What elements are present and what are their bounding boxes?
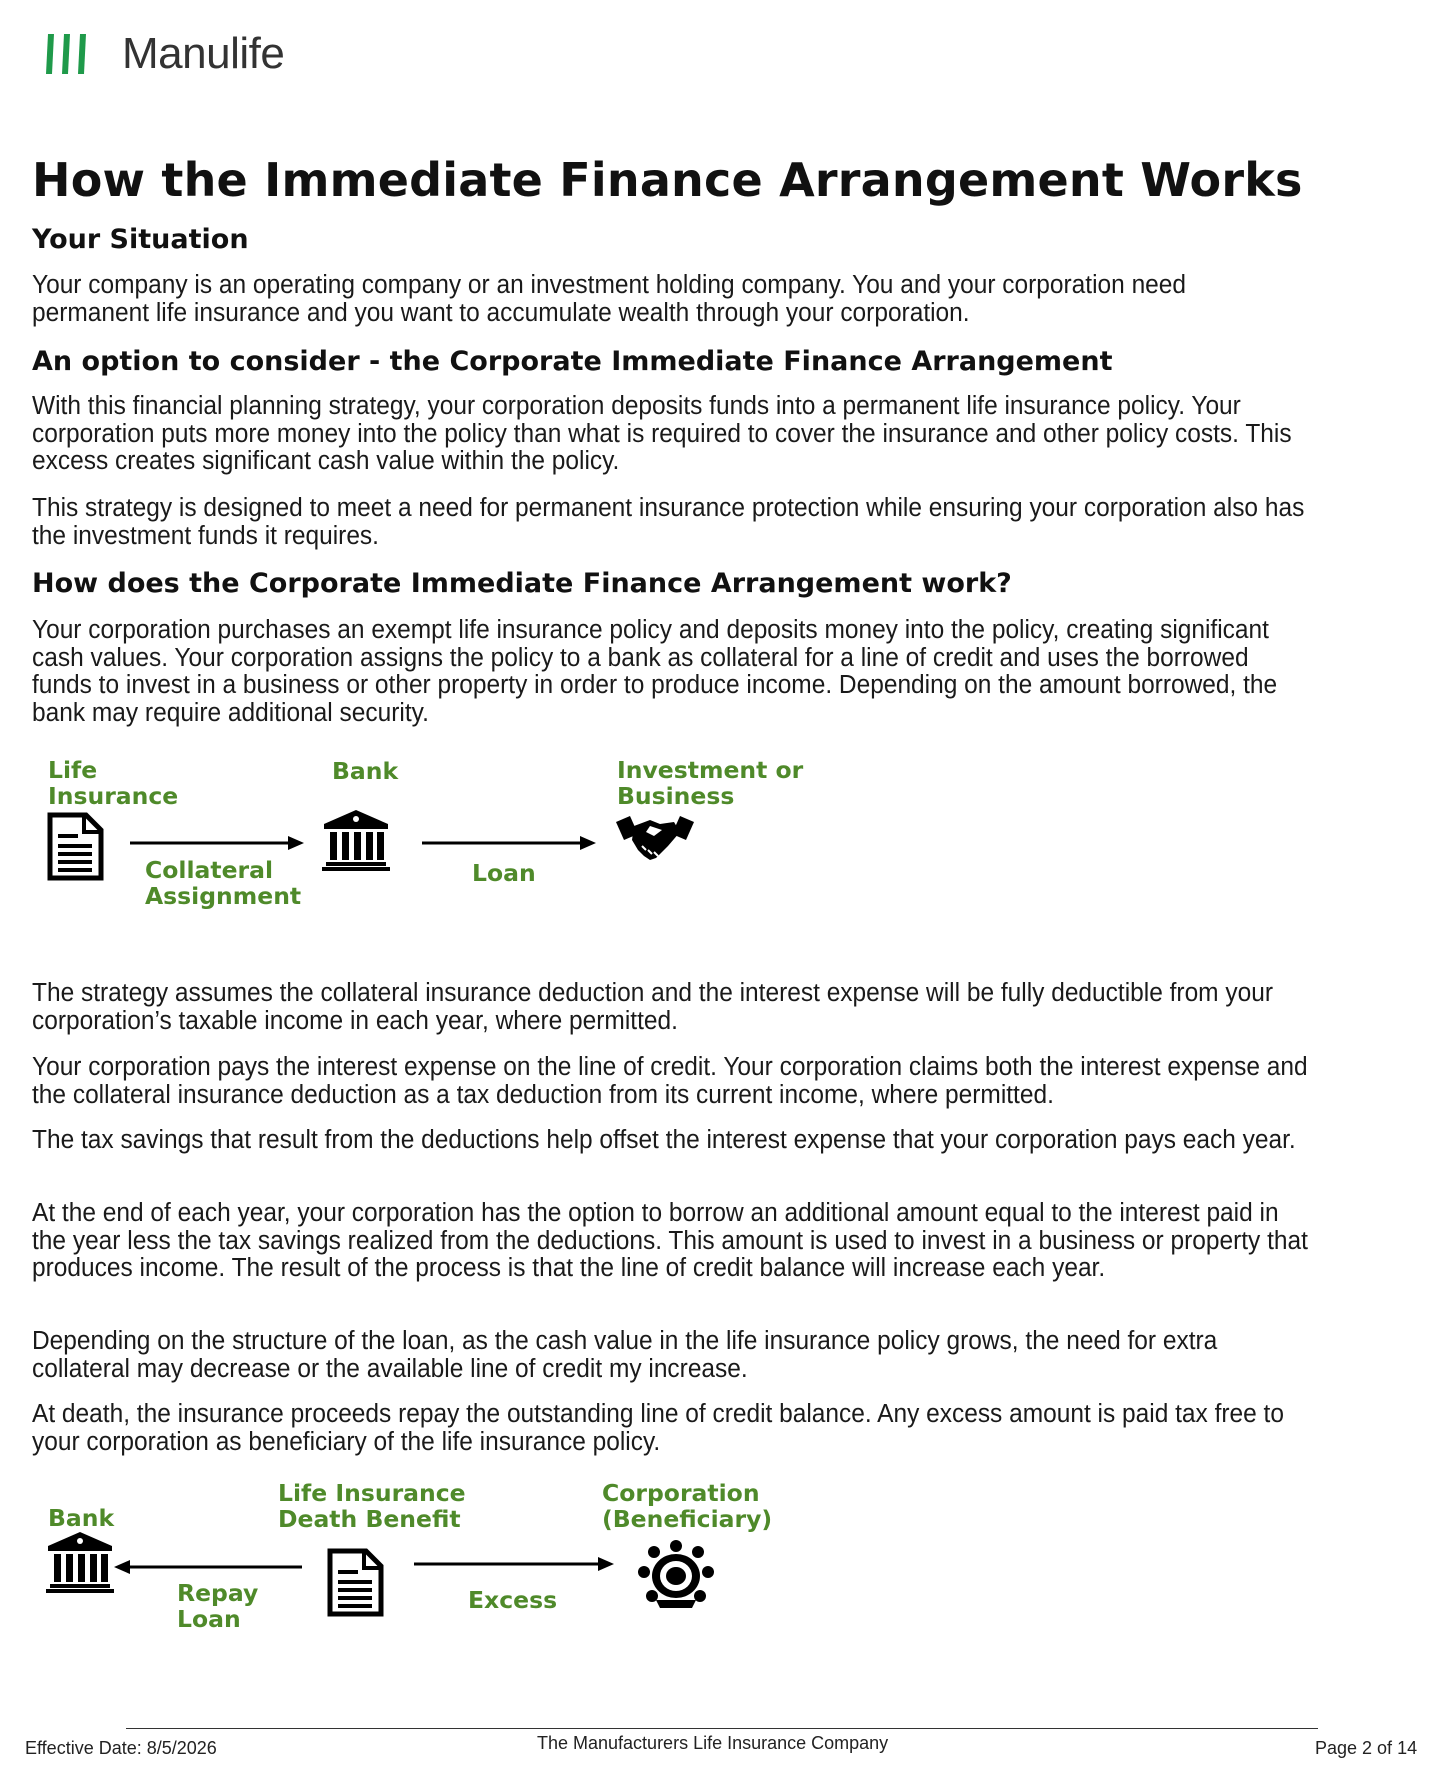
- body-paragraph: Depending on the structure of the loan, as the cash value in the life insurance policy grows, the need for extra collateral may decrease or the available line of credit my increase.: [32, 1327, 1218, 1383]
- brand-name: Manulife: [122, 29, 285, 78]
- situation-text: Your company is an operating company or an investment holding company. You and your corporation need permanent life insurance and you want to accumulate wealth through your corporation.: [32, 271, 1187, 327]
- how-text: Your corporation purchases an exempt life insurance policy and deposits money into the policy, creating significant cash values. Your corporation assigns the policy to a bank as collateral for a line of credit and uses the borrowed funds to invest in a business or other property in order to produce income. Depending on the amount borrowed, the bank may require additional security.: [32, 616, 1278, 727]
- manulife-logo: [44, 28, 284, 80]
- label-corporation: Corporation (Beneficiary): [602, 1479, 773, 1533]
- option-heading: An option to consider - the Corporate Immediate Finance Arrangement: [32, 346, 1113, 377]
- body-paragraph: At death, the insurance proceeds repay the outstanding line of credit balance. Any excess amount is paid tax free to your corporation as beneficiary of the life insurance policy.: [32, 1400, 1284, 1456]
- label-death-benefit: Life Insurance Death Benefit: [278, 1479, 466, 1533]
- body-paragraph: Your corporation pays the interest expense on the line of credit. Your corporation claims both the interest expense and the collateral insurance deduction as a tax deduction from its current income, where permitted.: [32, 1053, 1308, 1109]
- footer-divider: [126, 1728, 1318, 1729]
- label-excess: Excess: [468, 1586, 558, 1614]
- label-repay-loan: Repay Loan: [177, 1579, 259, 1633]
- body-paragraph: At the end of each year, your corporation has the option to borrow an additional amount equal to the interest paid in the year less the tax savings realized from the deductions. This amount is used to invest in a business or property that produces income. The result of the process is that the line of credit balance will increase each year.: [32, 1199, 1308, 1282]
- page-number: Page 2 of 14: [1315, 1738, 1418, 1758]
- arrow-left: [114, 1559, 302, 1575]
- arrow-right: [414, 1556, 614, 1572]
- body-paragraph: The strategy assumes the collateral insurance deduction and the interest expense will be fully deductible from your corporation’s taxable income in each year, where permitted.: [32, 979, 1274, 1035]
- effective-date: Effective Date: 8/5/2026: [25, 1738, 217, 1758]
- arrow-right: [130, 835, 304, 851]
- label-collateral-assignment: Collateral Assignment: [145, 856, 302, 910]
- arrow-right: [422, 835, 596, 851]
- label-life-insurance: Life Insurance: [48, 756, 179, 810]
- label-loan: Loan: [472, 859, 536, 887]
- label-bank: Bank: [332, 757, 399, 785]
- document-icon: [46, 812, 106, 882]
- document-icon: [326, 1548, 386, 1618]
- label-investment: Investment or Business: [617, 756, 804, 810]
- boardroom-icon: [634, 1538, 718, 1610]
- bank-icon: [322, 808, 390, 872]
- company-name: The Manufacturers Life Insurance Company: [537, 1733, 889, 1753]
- label-bank: Bank: [48, 1504, 115, 1532]
- situation-heading: Your Situation: [32, 224, 249, 255]
- handshake-icon: [616, 816, 694, 862]
- option-text-2: This strategy is designed to meet a need for permanent insurance protection while ensuring your corporation also has the investment funds it requires.: [32, 494, 1305, 550]
- option-text-1: With this financial planning strategy, your corporation deposits funds into a permanent life insurance policy. Your corporation puts more money into the policy than what is required to cover the insurance and other policy costs. This excess creates significant cash value within the policy.: [32, 392, 1292, 475]
- page-title: How the Immediate Finance Arrangement Works: [32, 153, 1303, 207]
- bank-icon: [46, 1530, 114, 1594]
- manulife-stripes-icon: [44, 30, 90, 78]
- how-heading: How does the Corporate Immediate Finance Arrangement work?: [32, 568, 1012, 599]
- body-paragraph: The tax savings that result from the deductions help offset the interest expense that your corporation pays each year.: [32, 1126, 1296, 1154]
